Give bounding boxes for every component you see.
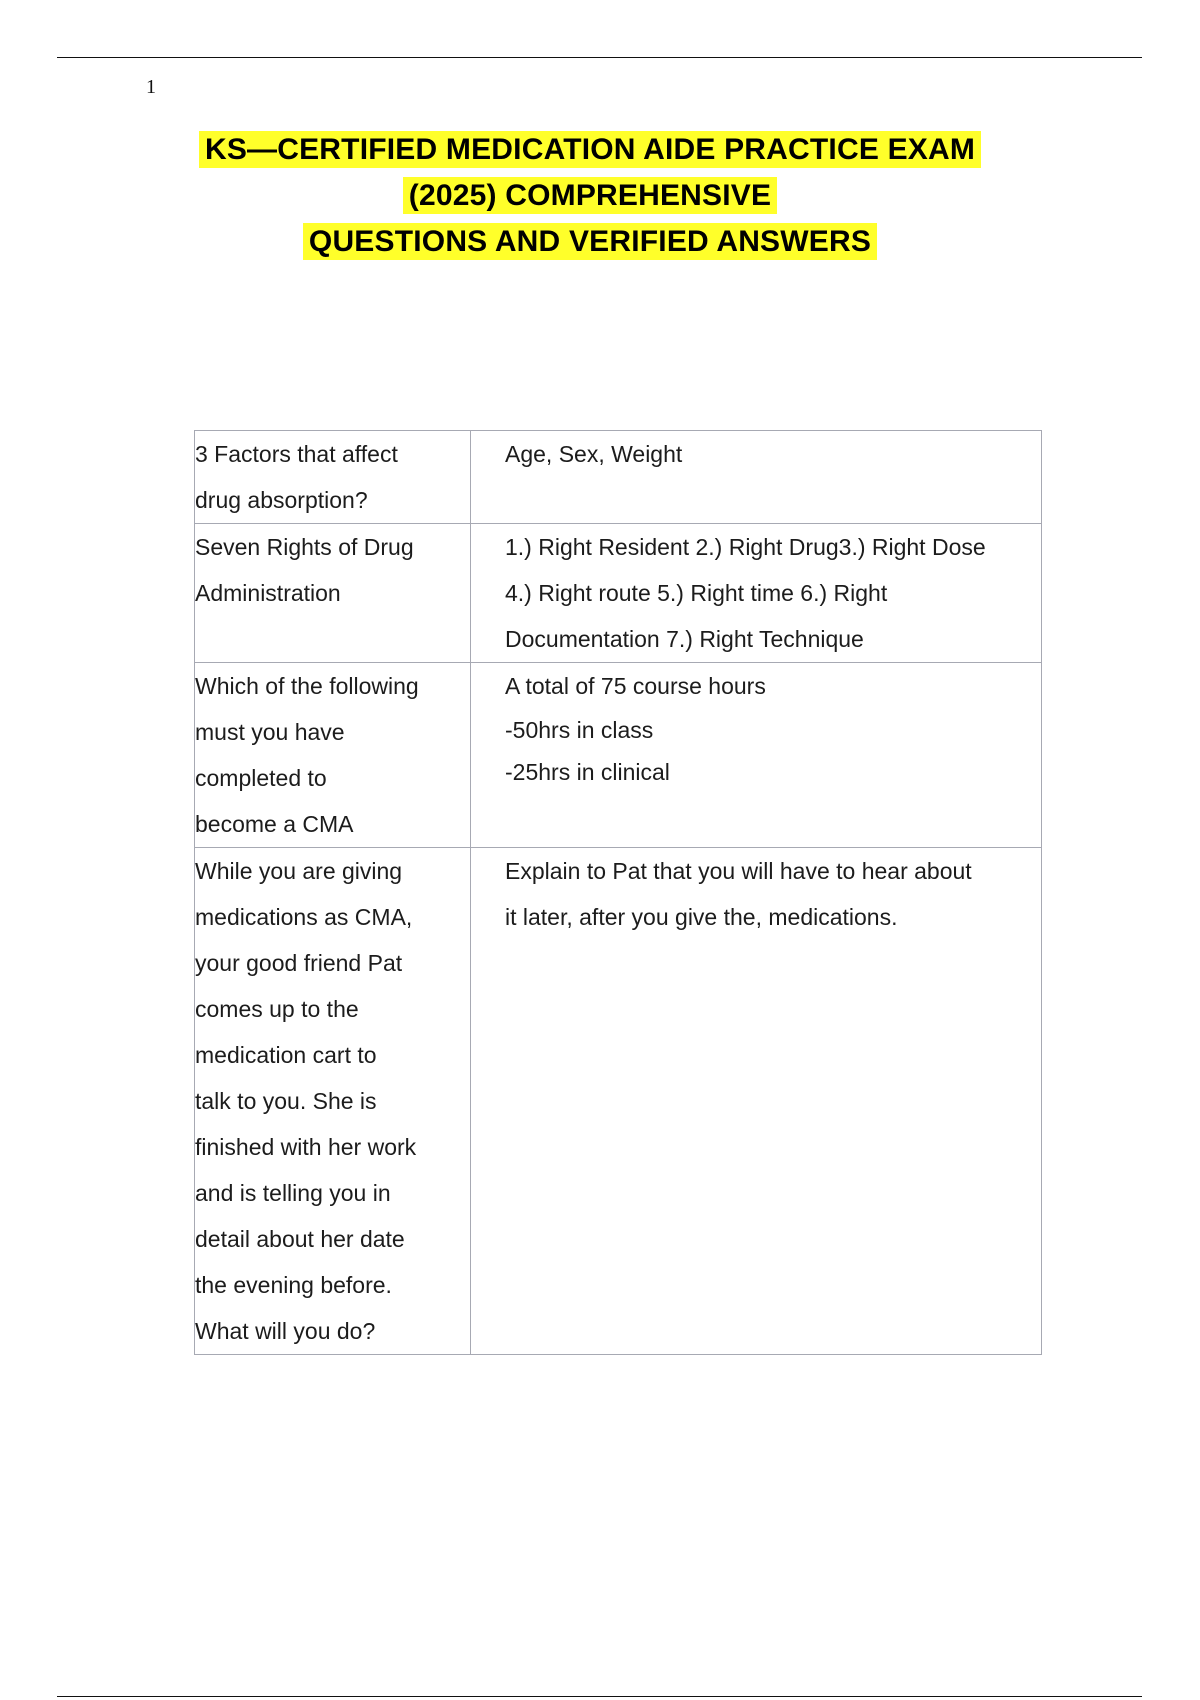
title-line-2-text: (2025) COMPREHENSIVE — [403, 177, 777, 214]
question-line: 3 Factors that affect — [195, 441, 398, 467]
question-cell — [195, 431, 471, 524]
question-line: your good friend Pat — [195, 950, 403, 976]
question-line: Administration — [195, 580, 341, 606]
document-title — [190, 128, 990, 266]
question-line: Seven Rights of Drug — [195, 534, 414, 560]
question-line: While you are giving — [195, 858, 403, 884]
answer-cell — [471, 848, 1042, 1355]
answer-line: Documentation 7.) Right Technique — [505, 626, 864, 652]
title-line-2 — [190, 174, 990, 218]
title-line-3-text: QUESTIONS AND VERIFIED ANSWERS — [303, 223, 877, 260]
table-row — [195, 663, 1042, 848]
question-line: talk to you. She is — [195, 1088, 377, 1114]
answer-line: A total of 75 course hours — [505, 673, 766, 699]
answer-line: -25hrs in clinical — [505, 759, 670, 785]
answer-line: Explain to Pat that you will have to hear about — [505, 858, 972, 884]
answer-line: 1.) Right Resident 2.) Right Drug3.) Right Dose — [505, 534, 986, 560]
question-line: drug absorption? — [195, 487, 368, 513]
question-line: the evening before. — [195, 1272, 392, 1298]
title-line-1-text: KS—CERTIFIED MEDICATION AIDE PRACTICE EXAM — [199, 131, 981, 168]
question-cell — [195, 524, 471, 663]
question-line: completed to — [195, 765, 327, 791]
question-line: medications as CMA, — [195, 904, 413, 930]
answer-cell — [471, 524, 1042, 663]
answer-line: 4.) Right route 5.) Right time 6.) Right — [505, 580, 888, 606]
question-line: comes up to the — [195, 996, 359, 1022]
table-row — [195, 524, 1042, 663]
question-line: and is telling you in — [195, 1180, 391, 1206]
title-line-3 — [190, 220, 990, 264]
header-rule — [57, 57, 1142, 58]
title-line-1 — [190, 128, 990, 172]
footer-rule — [57, 1696, 1142, 1697]
question-line: detail about her date — [195, 1226, 405, 1252]
page-number: 1 — [146, 76, 156, 98]
question-line: What will you do? — [195, 1318, 376, 1344]
question-cell — [195, 663, 471, 848]
question-line: must you have — [195, 719, 345, 745]
question-line: Which of the following — [195, 673, 419, 699]
question-cell — [195, 848, 471, 1355]
question-line: medication cart to — [195, 1042, 377, 1068]
answer-line: -50hrs in class — [505, 717, 654, 743]
answer-line: it later, after you give the, medications. — [505, 904, 898, 930]
question-line: become a CMA — [195, 811, 354, 837]
answer-cell — [471, 663, 1042, 848]
answer-cell — [471, 431, 1042, 524]
answer-line: Age, Sex, Weight — [505, 441, 683, 467]
qa-table — [194, 430, 1042, 1355]
question-line: finished with her work — [195, 1134, 417, 1160]
table-row — [195, 848, 1042, 1355]
table-row — [195, 431, 1042, 524]
